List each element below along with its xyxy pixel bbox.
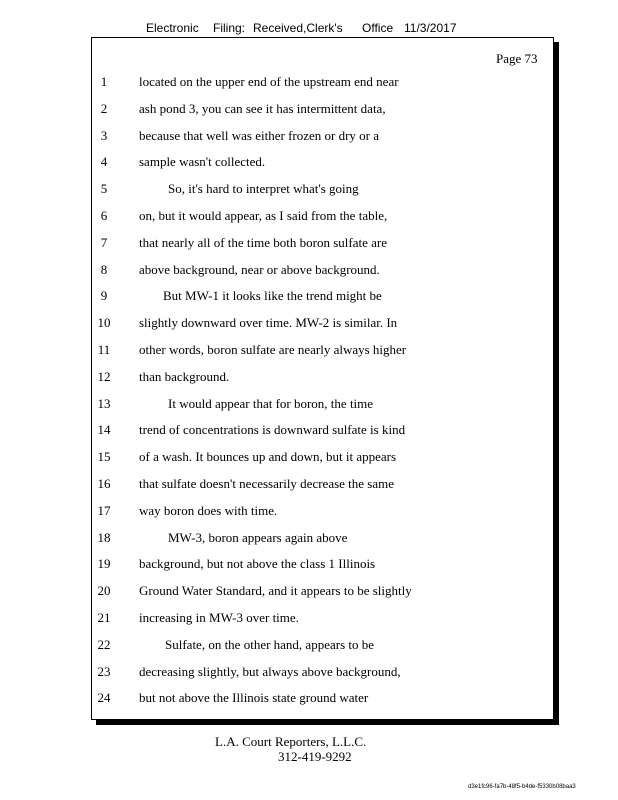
transcript-line xyxy=(0,637,550,657)
line-number: 12 xyxy=(97,368,111,384)
transcript-line xyxy=(0,288,550,308)
transcript-line xyxy=(0,396,550,416)
transcript-line xyxy=(0,690,550,710)
line-number: 2 xyxy=(100,100,108,116)
line-text: trend of concentrations is downward sulfate is kind xyxy=(139,422,406,438)
line-number: 6 xyxy=(100,208,108,223)
header-electronic: Electronic xyxy=(146,21,199,35)
header-received: Received,Clerk's xyxy=(253,21,343,35)
line-text: of a wash. It bounces up and down, but it appears xyxy=(139,449,397,465)
line-number: 14 xyxy=(97,422,111,438)
transcript-line xyxy=(0,503,550,523)
document-id: d3e1fc96-fa7b-48f5-b4de-f5330b08baa3 xyxy=(468,784,576,790)
line-number: 10 xyxy=(97,315,111,331)
line-number: 20 xyxy=(97,583,111,599)
transcript-line xyxy=(0,101,550,121)
line-number: 21 xyxy=(97,610,111,625)
transcript-line xyxy=(0,556,550,576)
line-text: decreasing slightly, but always above background, xyxy=(139,663,401,679)
line-text: So, it's hard to interpret what's going xyxy=(168,181,359,197)
transcript-line xyxy=(0,154,550,174)
line-number: 15 xyxy=(97,449,111,465)
header-office: Office xyxy=(362,21,394,35)
header-date: 11/3/2017 xyxy=(404,21,457,35)
transcript-line xyxy=(0,610,550,630)
line-number: 8 xyxy=(100,261,108,277)
line-number: 23 xyxy=(97,663,111,679)
line-number: 22 xyxy=(97,636,111,652)
filing-stamp-header xyxy=(0,21,618,37)
transcript-line xyxy=(0,128,550,148)
line-text: but not above the Illinois state ground water xyxy=(139,690,369,706)
transcript-line xyxy=(0,530,550,550)
transcript-line xyxy=(0,315,550,335)
line-number: 11 xyxy=(97,342,111,357)
transcript-line xyxy=(0,181,550,201)
transcript-line xyxy=(0,208,550,228)
line-number: 1 xyxy=(100,74,108,89)
transcript-line xyxy=(0,369,550,389)
line-text: way boron does with time. xyxy=(139,502,278,518)
transcript-line xyxy=(0,449,550,469)
line-text: slightly downward over time. MW-2 is similar. In xyxy=(139,315,398,331)
line-text: because that well was either frozen or dry or a xyxy=(139,127,380,143)
line-text: It would appear that for boron, the time xyxy=(168,395,374,411)
line-number: 3 xyxy=(100,127,108,143)
line-number: 7 xyxy=(100,234,108,250)
line-text: But MW-1 it looks like the trend might be xyxy=(163,288,382,304)
line-text: increasing in MW-3 over time. xyxy=(139,610,299,625)
line-text: on, but it would appear, as I said from the table, xyxy=(139,208,388,223)
transcript-line xyxy=(0,342,550,362)
transcript-line xyxy=(0,664,550,684)
line-text: other words, boron sulfate are nearly always higher xyxy=(139,342,407,357)
line-number: 5 xyxy=(100,181,108,197)
line-text: Sulfate, on the other hand, appears to be xyxy=(165,636,375,652)
line-number: 16 xyxy=(97,476,111,491)
transcript-line xyxy=(0,235,550,255)
transcript-line xyxy=(0,476,550,496)
line-text: that sulfate doesn't necessarily decrease the same xyxy=(139,476,395,491)
line-text: ash pond 3, you can see it has intermittent data, xyxy=(139,100,386,116)
transcript-line xyxy=(0,74,550,94)
header-filing: Filing: xyxy=(213,21,246,35)
footer-company: L.A. Court Reporters, L.L.C. xyxy=(215,734,367,749)
line-text: located on the upper end of the upstream end near xyxy=(139,74,399,89)
line-number: 19 xyxy=(97,556,111,572)
line-number: 17 xyxy=(97,502,111,518)
line-text: Ground Water Standard, and it appears to be slightly xyxy=(139,583,412,599)
line-text: than background. xyxy=(139,368,230,384)
transcript-line xyxy=(0,583,550,603)
line-number: 4 xyxy=(100,154,108,170)
line-text: MW-3, boron appears again above xyxy=(168,529,348,545)
page-number: Page 73 xyxy=(496,51,538,66)
line-number: 9 xyxy=(100,288,108,304)
footer-phone: 312-419-9292 xyxy=(278,749,352,764)
line-number: 18 xyxy=(97,529,111,545)
line-number: 24 xyxy=(97,690,111,706)
line-text: that nearly all of the time both boron sulfate are xyxy=(139,234,387,250)
line-number: 13 xyxy=(97,395,111,411)
transcript-line xyxy=(0,422,550,442)
transcript-line xyxy=(0,262,550,282)
line-text: above background, near or above background. xyxy=(139,261,380,277)
line-text: background, but not above the class 1 Illinois xyxy=(139,556,376,572)
line-text: sample wasn't collected. xyxy=(139,154,266,170)
